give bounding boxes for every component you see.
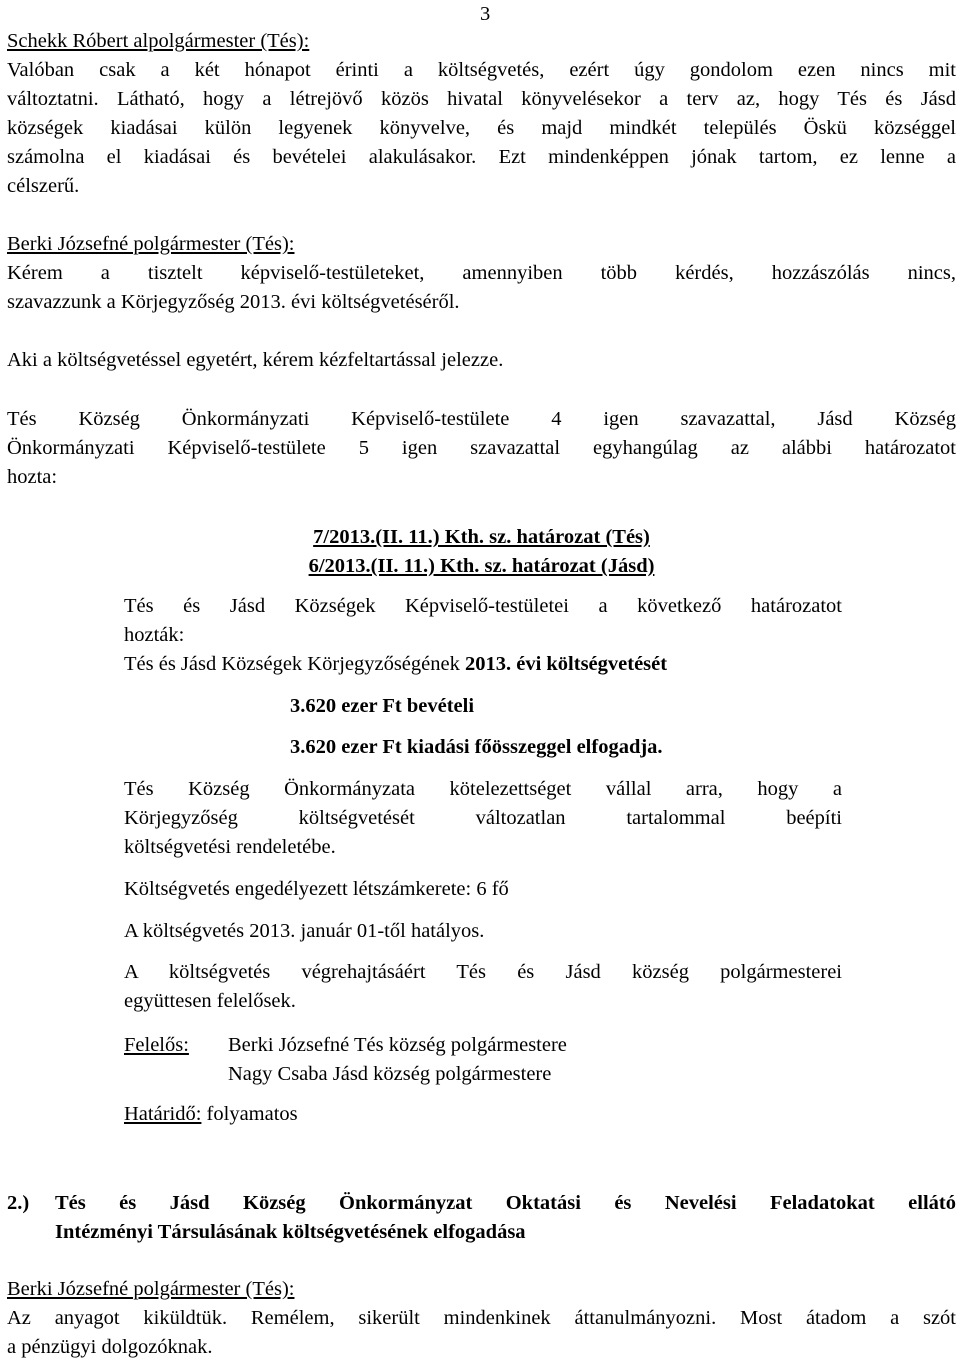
responsible-person: Berki Józsefné Tés község polgármestere bbox=[228, 1034, 567, 1056]
resolution-subject: Tés és Jásd Községek Körjegyzőségének bbox=[124, 653, 465, 675]
paragraph-line: változtatni. Látható, hogy a létrejövő közös hivatal könyvelésekor a terv az, hogy Tés és Jásd bbox=[7, 88, 956, 110]
paragraph-line: célszerű. bbox=[7, 175, 80, 197]
agenda-item-2 bbox=[7, 1189, 956, 1247]
vote-request: Aki a költségvetéssel egyetért, kérem kézfeltartással jelezze. bbox=[7, 349, 504, 371]
speaker-name: Berki Józsefné polgármester (Tés): bbox=[7, 1278, 295, 1300]
deadline-label: Határidő: bbox=[124, 1103, 202, 1125]
paragraph-line bbox=[124, 650, 842, 679]
responsible-list bbox=[228, 1031, 567, 1089]
paragraph-line: Önkormányzati Képviselő-testülete 5 igen szavazattal egyhangúlag az alábbi határozatot bbox=[7, 437, 956, 459]
paragraph-line: Valóban csak a két hónapot érinti a költségvetés, ezért úgy gondolom ezen nincs mit bbox=[7, 59, 956, 81]
resolution-expense: 3.620 ezer Ft kiadási főösszeggel elfogadja. bbox=[290, 736, 663, 758]
agenda-title-line: Intézményi Társulásának költségvetésének elfogadása bbox=[55, 1221, 526, 1243]
agenda-title-line: Tés és Jásd Község Önkormányzat Oktatási és Nevelési Feladatokat ellátó bbox=[55, 1192, 956, 1214]
resolution-title-tes: 7/2013.(II. 11.) Kth. sz. határozat (Tés) bbox=[313, 526, 650, 548]
paragraph-line: A költségvetés végrehajtásáért Tés és Jásd község polgármesterei bbox=[124, 961, 842, 983]
paragraph-line: községek kiadásai külön legyenek könyvelve, és majd mindkét település Öskü községgel bbox=[7, 117, 956, 139]
paragraph-line: költségvetési rendeletébe. bbox=[124, 836, 336, 858]
page-number: 3 bbox=[480, 3, 491, 25]
vote-result-paragraph bbox=[7, 405, 956, 492]
resolution-commitment bbox=[124, 775, 842, 862]
resolution-execution bbox=[124, 958, 842, 1016]
resolution-body bbox=[124, 592, 842, 679]
responsible-label: Felelős: bbox=[124, 1034, 189, 1056]
speaker-name: Berki Józsefné polgármester (Tés): bbox=[7, 233, 295, 255]
agenda-item-title bbox=[55, 1189, 956, 1247]
resolution-title-jasd: 6/2013.(II. 11.) Kth. sz. határozat (Jásd) bbox=[308, 555, 655, 577]
paragraph-line: Tés Község Önkormányzati Képviselő-testülete 4 igen szavazattal, Jásd Község bbox=[7, 408, 956, 430]
paragraph-line: Tés Község Önkormányzata kötelezettséget vállal arra, hogy a bbox=[124, 778, 842, 800]
resolution-validity: A költségvetés 2013. január 01-től hatályos. bbox=[124, 920, 485, 942]
paragraph-line: Körjegyzőség költségvetését változatlan tartalommal beépíti bbox=[124, 807, 842, 829]
speaker-schekk-section bbox=[7, 27, 956, 201]
speaker-name: Schekk Róbert alpolgármester (Tés): bbox=[7, 30, 310, 52]
resolution-income: 3.620 ezer Ft bevételi bbox=[290, 695, 475, 717]
deadline-value: folyamatos bbox=[206, 1103, 298, 1125]
paragraph-line: hozták: bbox=[124, 624, 185, 646]
paragraph-line: Tés és Jásd Községek Képviselő-testületei a következő határozatot bbox=[124, 595, 842, 617]
paragraph-line: számolna el kiadásai és bevételei alakulásakor. Ezt mindenképpen jónak tartom, ez lenne a bbox=[7, 146, 956, 168]
speaker-berki-section-2 bbox=[7, 1275, 956, 1362]
resolution-staff-limit: Költségvetés engedélyezett létszámkerete: 6 fő bbox=[124, 878, 509, 900]
agenda-item-number: 2.) bbox=[7, 1192, 30, 1214]
paragraph-line: hozta: bbox=[7, 466, 58, 488]
paragraph-line: Az anyagot kiküldtük. Remélem, sikerült mindenkinek áttanulmányozni. Most átadom a szót bbox=[7, 1307, 956, 1329]
paragraph-line: Kérem a tisztelt képviselő-testületeket, amennyiben több kérdés, hozzászólás nincs, bbox=[7, 262, 956, 284]
paragraph-line: a pénzügyi dolgozóknak. bbox=[7, 1336, 213, 1358]
responsible-person: Nagy Csaba Jásd község polgármestere bbox=[228, 1063, 552, 1085]
paragraph-line: együttesen felelősek. bbox=[124, 990, 296, 1012]
deadline-section bbox=[124, 1100, 842, 1129]
resolution-subject-bold: 2013. évi költségvetését bbox=[464, 653, 668, 675]
paragraph-line: szavazzunk a Körjegyzőség 2013. évi költségvetéséről. bbox=[7, 291, 460, 313]
speaker-berki-section bbox=[7, 230, 956, 317]
